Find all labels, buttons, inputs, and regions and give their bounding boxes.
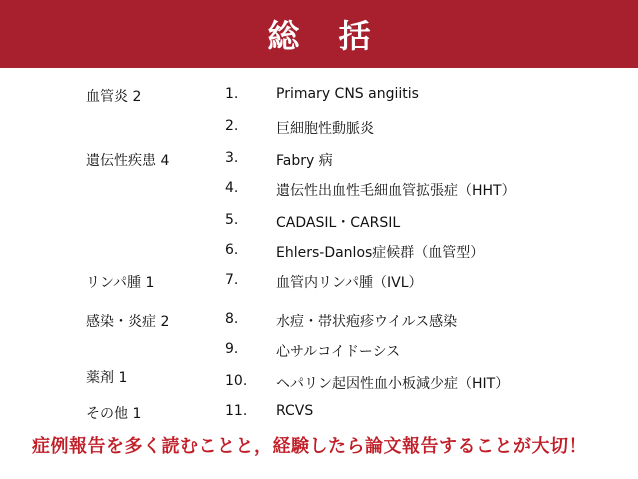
list-item: [0, 86, 638, 106]
list-item: [0, 212, 638, 232]
category-other: その他 1: [86, 406, 142, 422]
list-item: [0, 118, 638, 138]
item-number: 9.: [225, 341, 239, 357]
list-item: [0, 403, 638, 423]
list-item: [0, 311, 638, 331]
list-item: [0, 180, 638, 200]
item-number: 5.: [225, 212, 239, 228]
item-text: CADASIL・CARSIL: [276, 215, 401, 231]
footer-message: 症例報告を多く読むことと，経験したら論文報告することが大切！: [32, 436, 587, 457]
item-text: Primary CNS angiitis: [276, 86, 419, 102]
category-drug: 薬剤 1: [86, 370, 128, 386]
item-number: 6.: [225, 242, 239, 258]
category-lymphoma: リンパ腫 1: [86, 275, 155, 291]
item-text: 水痘・帯状疱疹ウイルス感染: [276, 314, 458, 330]
item-text: Ehlers-Danlos症候群（血管型）: [276, 245, 485, 261]
category-infection: 感染・炎症 2: [86, 314, 170, 330]
list-item: [0, 272, 638, 292]
category-vasculitis: 血管炎 2: [86, 89, 142, 105]
item-number: 11.: [225, 403, 248, 419]
item-number: 10.: [225, 373, 248, 389]
item-number: 3.: [225, 150, 239, 166]
category-hereditary: 遺伝性疾患 4: [86, 153, 170, 169]
item-text: Fabry 病: [276, 153, 333, 169]
item-text: RCVS: [276, 403, 314, 419]
item-text: 遺伝性出血性毛細血管拡張症（HHT）: [276, 183, 516, 199]
page-title: 総 括: [267, 17, 385, 55]
item-text: 心サルコイドーシス: [276, 344, 401, 360]
item-text: ヘパリン起因性血小板減少症（HIT）: [276, 376, 510, 392]
list-item: [0, 150, 638, 170]
list-item: [0, 242, 638, 262]
item-number: 1.: [225, 86, 239, 102]
item-text: 巨細胞性動脈炎: [276, 121, 374, 137]
item-number: 2.: [225, 118, 239, 134]
item-number: 7.: [225, 272, 239, 288]
item-number: 8.: [225, 311, 239, 327]
list-item: [0, 341, 638, 361]
title-bar: [0, 0, 638, 68]
list-item: [0, 373, 638, 393]
item-number: 4.: [225, 180, 239, 196]
item-text: 血管内リンパ腫（IVL）: [276, 275, 423, 291]
